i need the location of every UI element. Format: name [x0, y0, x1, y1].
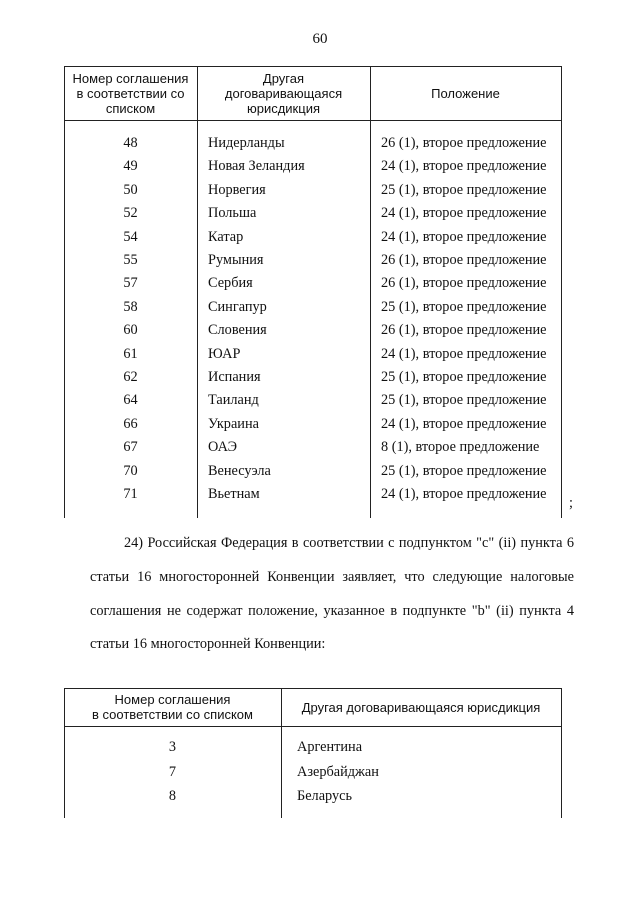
- table-row: [64, 179, 561, 202]
- jurisdiction-name: Беларусь: [297, 788, 353, 804]
- paragraph-line: 24) Российская Федерация в соответствии с подпунктом "c" (ii) пункта 6: [124, 535, 574, 551]
- table-row: [64, 155, 561, 178]
- agreement-number: 57: [123, 275, 138, 292]
- provision-text: 24 (1), второе предложение: [381, 228, 547, 245]
- table-row: [64, 132, 561, 155]
- table-row: [64, 366, 561, 389]
- jurisdiction-name: ЮАР: [208, 345, 241, 362]
- provision-text: 24 (1), второе предложение: [381, 486, 547, 502]
- header-agreement-number: Номер соглашения в соответствии со списком: [92, 692, 253, 722]
- agreement-number: 52: [123, 205, 138, 222]
- agreement-number: 55: [123, 252, 138, 268]
- jurisdiction-name: Вьетнам: [208, 486, 260, 502]
- table-border-right: [561, 66, 562, 518]
- table-row: [64, 272, 561, 295]
- agreement-number: 60: [123, 322, 138, 339]
- agreement-number: 7: [168, 763, 177, 780]
- provision-text: 25 (1), второе предложение: [381, 369, 547, 385]
- paragraph-line: соглашения не содержат положение, указанное в подпункте "b" (ii) пункта 4: [90, 602, 574, 619]
- jurisdiction-name: Сингапур: [208, 298, 267, 315]
- agreement-number: 50: [123, 181, 138, 198]
- table-row: [64, 735, 561, 760]
- jurisdiction-name: Аргентина: [297, 739, 363, 755]
- provision-text: 24 (1), второе предложение: [381, 415, 547, 432]
- table-header-border: [64, 726, 561, 727]
- agreement-number: 71: [123, 486, 138, 502]
- provision-text: 26 (1), второе предложение: [381, 252, 547, 268]
- paragraph-line: статьи 16 многосторонней Конвенции заявляет, что следующие налоговые: [90, 568, 574, 585]
- provisions-table: [64, 66, 561, 518]
- table-row: [64, 460, 561, 483]
- header-provision: Положение: [431, 85, 500, 101]
- provision-text: 8 (1), второе предложение: [381, 439, 540, 456]
- agreement-number: 48: [123, 135, 138, 151]
- provision-text: 24 (1), второе предложение: [381, 158, 547, 175]
- agreement-number: 61: [123, 345, 138, 362]
- header-jurisdiction: Другая договаривающаяся юрисдикция: [224, 70, 343, 116]
- agreement-number: 49: [123, 158, 138, 175]
- agreement-number: 66: [123, 415, 138, 432]
- jurisdiction-name: Нидерланды: [208, 135, 285, 151]
- jurisdiction-name: Новая Зеландия: [208, 158, 305, 175]
- provision-text: 25 (1), второе предложение: [381, 392, 547, 409]
- provision-text: 24 (1), второе предложение: [381, 345, 547, 362]
- provision-text: 26 (1), второе предложение: [381, 322, 547, 339]
- agreement-number: 3: [168, 739, 177, 755]
- jurisdiction-name: Азербайджан: [297, 763, 379, 780]
- paragraph-line: статьи 16 многосторонней Конвенции:: [90, 636, 326, 653]
- table-row: [64, 760, 561, 785]
- jurisdiction-name: Сербия: [208, 275, 253, 292]
- table-row: [64, 389, 561, 412]
- table-row: [64, 226, 561, 249]
- provision-text: 25 (1), второе предложение: [381, 181, 547, 198]
- page-number: 60: [312, 31, 328, 47]
- provision-text: 25 (1), второе предложение: [381, 462, 547, 479]
- jurisdiction-name: Таиланд: [208, 392, 259, 409]
- trailing-semicolon: ;: [569, 495, 573, 511]
- table-row: [64, 436, 561, 459]
- table-border-right: [561, 688, 562, 818]
- agreement-number: 67: [123, 439, 138, 456]
- agreement-number: 54: [123, 228, 138, 245]
- jurisdiction-name: Норвегия: [208, 181, 266, 198]
- header-jurisdiction: Другая договаривающаяся юрисдикция: [301, 699, 541, 715]
- jurisdiction-name: Испания: [208, 369, 261, 385]
- agreements-table: [64, 688, 561, 818]
- table-row: [64, 296, 561, 319]
- jurisdiction-name: Украина: [208, 415, 259, 432]
- table-header-border: [64, 120, 561, 121]
- header-agreement-number: Номер соглашения в соответствии со списком: [72, 70, 189, 116]
- provision-text: 24 (1), второе предложение: [381, 205, 547, 222]
- jurisdiction-name: Катар: [208, 228, 244, 245]
- table-row: [64, 319, 561, 342]
- table-row: [64, 413, 561, 436]
- provision-text: 26 (1), второе предложение: [381, 135, 547, 151]
- table-row: [64, 249, 561, 272]
- provision-text: 26 (1), второе предложение: [381, 275, 547, 292]
- agreement-number: 62: [123, 369, 138, 385]
- table-row: [64, 343, 561, 366]
- declaration-paragraph: [90, 527, 574, 662]
- jurisdiction-name: Польша: [208, 205, 257, 222]
- agreement-number: 64: [123, 392, 138, 409]
- table-row: [64, 784, 561, 809]
- table-row: [64, 483, 561, 506]
- provision-text: 25 (1), второе предложение: [381, 298, 547, 315]
- agreement-number: 70: [123, 462, 138, 479]
- jurisdiction-name: Румыния: [208, 252, 264, 268]
- agreement-number: 58: [123, 298, 138, 315]
- jurisdiction-name: ОАЭ: [208, 439, 238, 456]
- jurisdiction-name: Венесуэла: [208, 462, 271, 479]
- agreement-number: 8: [168, 788, 177, 804]
- table-row: [64, 202, 561, 225]
- jurisdiction-name: Словения: [208, 322, 267, 339]
